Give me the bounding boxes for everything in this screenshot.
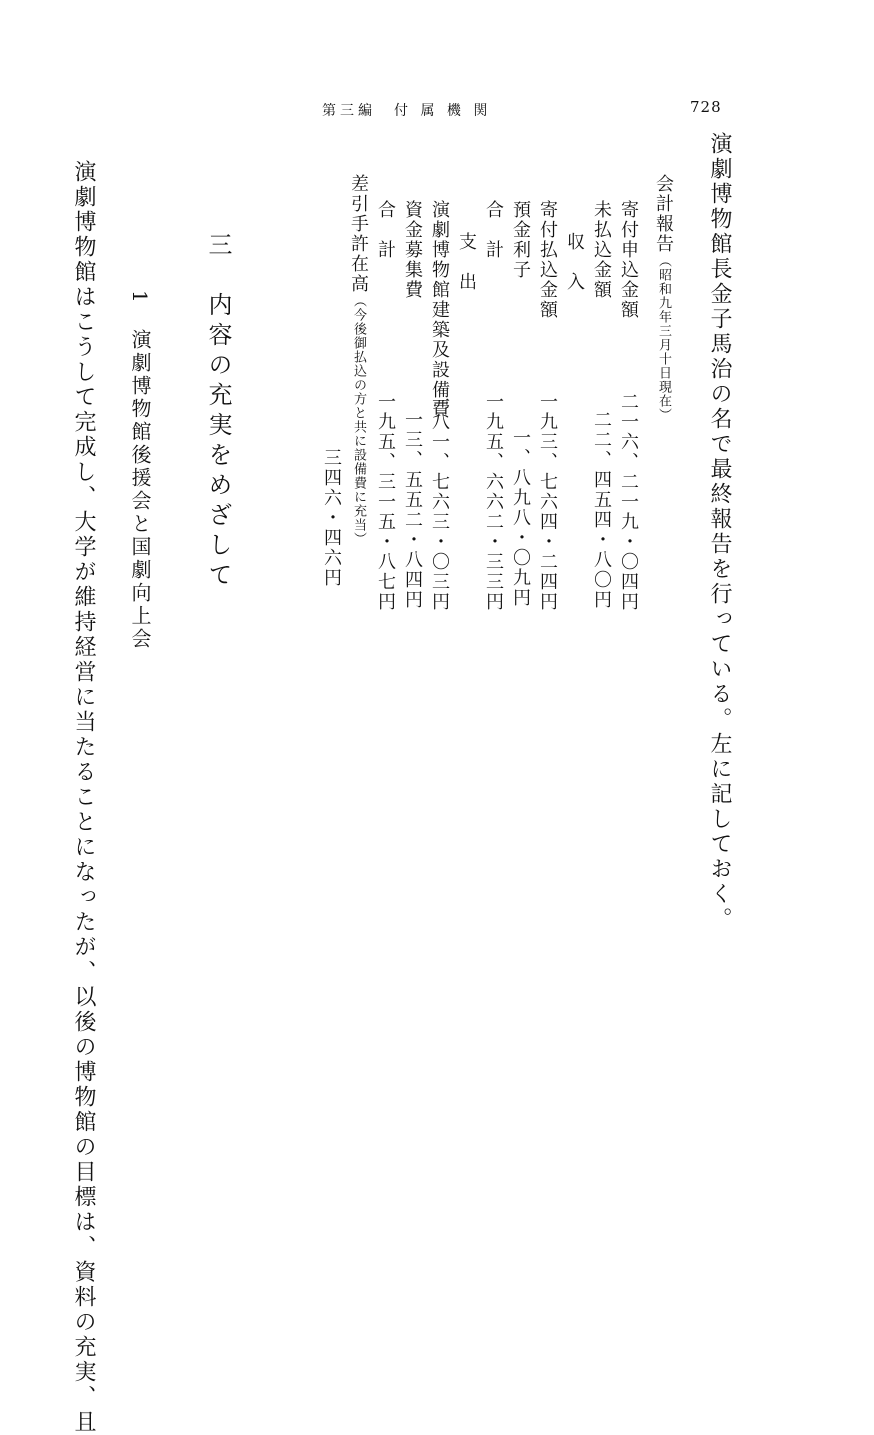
row-label: 寄付申込金額 bbox=[618, 200, 639, 320]
report-title bbox=[654, 174, 672, 422]
row-label: 寄付払込金額 bbox=[537, 200, 558, 320]
section-heading: 三 内容の充実をめざして bbox=[204, 232, 232, 592]
running-title: 第三編 付 属 機 関 bbox=[322, 103, 492, 119]
expense-heading: 支 出 bbox=[456, 232, 477, 292]
closing-text: 演劇博物館はこうして完成し、大学が維持経営に当たることになったが、以後の博物館の目標は、資料の充実、且 bbox=[71, 160, 96, 1435]
balance-label-text: 差引手許在高 bbox=[348, 174, 369, 294]
row-amount: 一三、五五二・八四円 bbox=[402, 410, 423, 610]
page-number: 728 bbox=[690, 98, 722, 116]
balance-note: （今後御払込の方と共に設備費に充当） bbox=[351, 294, 366, 546]
row-amount: 二二、四五四・八〇円 bbox=[591, 410, 612, 610]
row-label: 合 計 bbox=[375, 200, 396, 260]
row-amount: 二一六、二一九・〇四円 bbox=[618, 392, 639, 612]
row-label: 預金利子 bbox=[510, 200, 531, 280]
row-amount: 一九三、七六四・二四円 bbox=[537, 392, 558, 612]
row-label: 合 計 bbox=[483, 200, 504, 260]
report-title-text: 会計報告 bbox=[653, 174, 674, 254]
row-amount: 一九五、六六二・三三円 bbox=[483, 392, 504, 612]
row-label: 未払込金額 bbox=[591, 200, 612, 300]
report-title-note: （昭和九年三月十日現在） bbox=[656, 254, 671, 422]
row-label: 演劇博物館建築及設備費 bbox=[429, 200, 450, 420]
subsection-heading: 1 演劇博物館後援会と国劇向上会 bbox=[128, 290, 152, 651]
income-heading: 収 入 bbox=[564, 232, 585, 292]
row-label: 資金募集費 bbox=[402, 200, 423, 300]
balance-label bbox=[349, 174, 367, 546]
row-amount: 一、八九八・〇九円 bbox=[510, 428, 531, 608]
row-amount: 一九五、三一五・八七円 bbox=[375, 392, 396, 612]
row-amount: 一八一、七六三・〇三円 bbox=[429, 392, 450, 612]
balance-amount: 三四六・四六円 bbox=[321, 448, 342, 588]
intro-text: 演劇博物館長金子馬治の名で最終報告を行っている。左に記しておく。 bbox=[707, 132, 732, 932]
